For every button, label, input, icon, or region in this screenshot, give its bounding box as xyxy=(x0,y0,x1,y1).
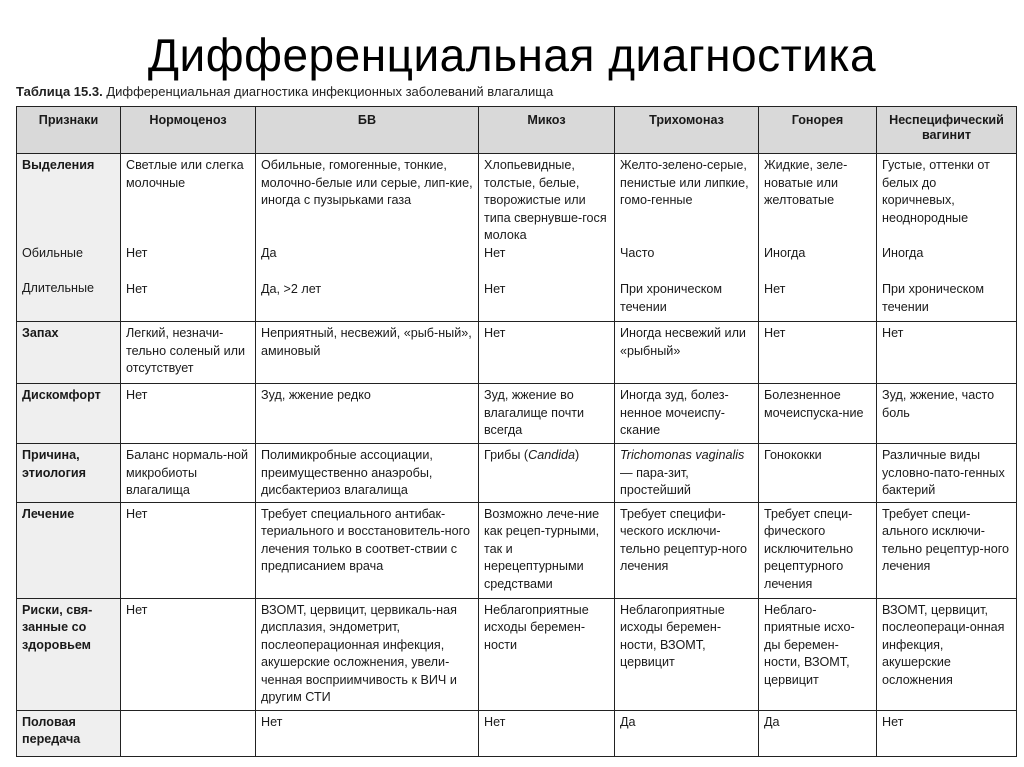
cell-cause-mycosis-post: ) xyxy=(575,448,580,462)
cell-discharge-nonspec xyxy=(877,154,1017,322)
table-row-odor xyxy=(17,322,1017,384)
cell-sexual-bv: Нет xyxy=(256,710,479,756)
cell-prolonged-norm: Нет xyxy=(126,282,148,296)
row-label-discomfort: Дискомфорт xyxy=(17,384,121,444)
row-label-cause: Причина, этиология xyxy=(17,444,121,503)
cell-sexual-trich: Да xyxy=(615,710,759,756)
cell-discomfort-nonspec: Зуд, жжение, часто боль xyxy=(877,384,1017,444)
table-row-discomfort xyxy=(17,384,1017,444)
row-label-treatment: Лечение xyxy=(17,502,121,598)
row-label-prolonged: Длительные xyxy=(22,281,95,295)
table-row-cause xyxy=(17,444,1017,503)
table-row-risks xyxy=(17,598,1017,710)
cell-treatment-bv: Требует специального антибак-териального и восстановитель-ного лечения только в соответ-ствии с предписанием врача xyxy=(256,502,479,598)
cell-abundant-gon: Иногда xyxy=(764,246,806,260)
diagnosis-table xyxy=(16,106,1017,757)
cell-odor-mycosis: Нет xyxy=(479,322,615,384)
cell-cause-gon: Гонококки xyxy=(759,444,877,503)
table-row-discharge xyxy=(17,154,1017,322)
cell-abundant-nonspec: Иногда xyxy=(882,246,924,260)
header-normocenosis: Нормоценоз xyxy=(121,107,256,154)
cell-sexual-mycosis: Нет xyxy=(479,710,615,756)
cell-cause-norm: Баланс нормаль-ной микробиоты влагалища xyxy=(121,444,256,503)
table-header-row xyxy=(17,107,1017,154)
cell-discharge-gon-text: Жидкие, зеле-новатые или желтоватые xyxy=(764,158,848,207)
row-label-discharge xyxy=(17,154,121,322)
row-label-abundant: Обильные xyxy=(22,245,83,260)
header-trichomoniasis: Трихомоназ xyxy=(615,107,759,154)
cell-discharge-bv-text: Обильные, гомогенные, тонкие, молочно-белые или серые, лип-кие, иногда с пузырьками газа xyxy=(261,158,473,207)
cell-abundant-mycosis: Нет xyxy=(484,246,506,260)
cell-prolonged-bv: Да, >2 лет xyxy=(261,282,322,296)
cell-odor-nonspec: Нет xyxy=(877,322,1017,384)
cell-risks-bv: ВЗОМТ, цервицит, цервикаль-ная дисплазия, эндометрит, послеоперационная инфекция, акушерские осложнения, увели-ченная восприимчивость к ВИЧ и другим СТИ xyxy=(256,598,479,710)
row-label-odor: Запах xyxy=(17,322,121,384)
slide-title: Дифференциальная диагностика xyxy=(147,29,877,81)
cell-treatment-mycosis: Возможно лече-ние как рецеп-турными, так и нерецептурными средствами xyxy=(479,502,615,598)
table-caption-number: Таблица 15.3. xyxy=(16,84,103,99)
header-bv: БВ xyxy=(256,107,479,154)
cell-discomfort-bv: Зуд, жжение редко xyxy=(256,384,479,444)
cell-sexual-norm xyxy=(121,710,256,756)
row-label-risks: Риски, свя-занные со здоровьем xyxy=(17,598,121,710)
cell-discharge-mycosis xyxy=(479,154,615,322)
table-caption-text: Дифференциальная диагностика инфекционных заболеваний влагалища xyxy=(106,84,554,99)
cell-discharge-trich xyxy=(615,154,759,322)
cell-risks-trich: Неблагоприятные исходы беремен-ности, ВЗОМТ, цервицит xyxy=(615,598,759,710)
cell-treatment-trich: Требует специфи-ческого исключи-тельно рецептур-ного лечения xyxy=(615,502,759,598)
cell-treatment-gon: Требует специ-фического исключительно рецептурного лечения xyxy=(759,502,877,598)
cell-cause-mycosis-italic: Candida xyxy=(528,448,576,462)
cell-treatment-norm: Нет xyxy=(121,502,256,598)
table-row-treatment xyxy=(17,502,1017,598)
cell-discharge-norm xyxy=(121,154,256,322)
cell-odor-norm: Легкий, незначи-тельно соленый или отсутствует xyxy=(121,322,256,384)
header-signs: Признаки xyxy=(17,107,121,154)
cell-discomfort-norm: Нет xyxy=(121,384,256,444)
cell-abundant-trich: Часто xyxy=(620,246,655,260)
cell-risks-nonspec: ВЗОМТ, цервицит, послеопераци-онная инфекция, акушерские осложнения xyxy=(877,598,1017,710)
cell-risks-mycosis: Неблагоприятные исходы беремен-ности xyxy=(479,598,615,710)
cell-cause-nonspec: Различные виды условно-пато-генных бактерий xyxy=(877,444,1017,503)
cell-cause-trich-italic: Trichomonas vaginalis xyxy=(620,448,745,462)
cell-discharge-mycosis-text: Хлопьевидные, толстые, белые, творожистые или типа свернувше-гося молока xyxy=(484,158,607,242)
cell-sexual-gon: Да xyxy=(759,710,877,756)
cell-discharge-trich-text: Желто-зелено-серые, пенистые или липкие, гомо-генные xyxy=(620,158,749,207)
header-gonorrhea: Гонорея xyxy=(759,107,877,154)
row-label-sexual-transmission: Половая передача xyxy=(17,710,121,756)
table-caption xyxy=(16,84,553,99)
table-row-sexual-transmission xyxy=(17,710,1017,756)
cell-risks-norm: Нет xyxy=(121,598,256,710)
cell-discomfort-mycosis: Зуд, жжение во влагалище почти всегда xyxy=(479,384,615,444)
cell-cause-trich-post: — пара-зит, простейший xyxy=(620,465,691,497)
cell-sexual-nonspec: Нет xyxy=(877,710,1017,756)
cell-treatment-nonspec: Требует специ-ального исключи-тельно рецептур-ного лечения xyxy=(877,502,1017,598)
cell-odor-bv: Неприятный, несвежий, «рыб-ный», аминовый xyxy=(256,322,479,384)
cell-odor-gon: Нет xyxy=(759,322,877,384)
cell-prolonged-gon: Нет xyxy=(764,282,786,296)
cell-abundant-bv: Да xyxy=(261,246,277,260)
cell-discharge-nonspec-text: Густые, оттенки от белых до коричневых, неоднородные xyxy=(882,158,990,225)
cell-discharge-bv xyxy=(256,154,479,322)
cell-discomfort-trich: Иногда зуд, болез-ненное мочеиспу-скание xyxy=(615,384,759,444)
cell-cause-mycosis-pre: Грибы ( xyxy=(484,448,529,462)
row-label-discharge-main: Выделения xyxy=(22,158,95,172)
cell-cause-mycosis xyxy=(479,444,615,503)
header-mycosis: Микоз xyxy=(479,107,615,154)
cell-prolonged-trich: При хроническом течении xyxy=(620,282,723,314)
cell-risks-gon: Неблаго-приятные исхо-ды беремен-ности, ВЗОМТ, цервицит xyxy=(759,598,877,710)
cell-abundant-norm: Нет xyxy=(126,246,148,260)
header-nonspecific-vaginitis: Неспецифический вагинит xyxy=(877,107,1017,154)
cell-discharge-norm-text: Светлые или слегка молочные xyxy=(126,158,244,190)
cell-cause-bv: Полимикробные ассоциации, преимущественно анаэробы, дисбактериоз влагалища xyxy=(256,444,479,503)
cell-prolonged-nonspec: При хроническом течении xyxy=(882,282,985,314)
cell-cause-trich xyxy=(615,444,759,503)
cell-odor-trich: Иногда несвежий или «рыбный» xyxy=(615,322,759,384)
cell-prolonged-mycosis: Нет xyxy=(484,282,506,296)
cell-discharge-gon xyxy=(759,154,877,322)
cell-discomfort-gon: Болезненное мочеиспуска-ние xyxy=(759,384,877,444)
